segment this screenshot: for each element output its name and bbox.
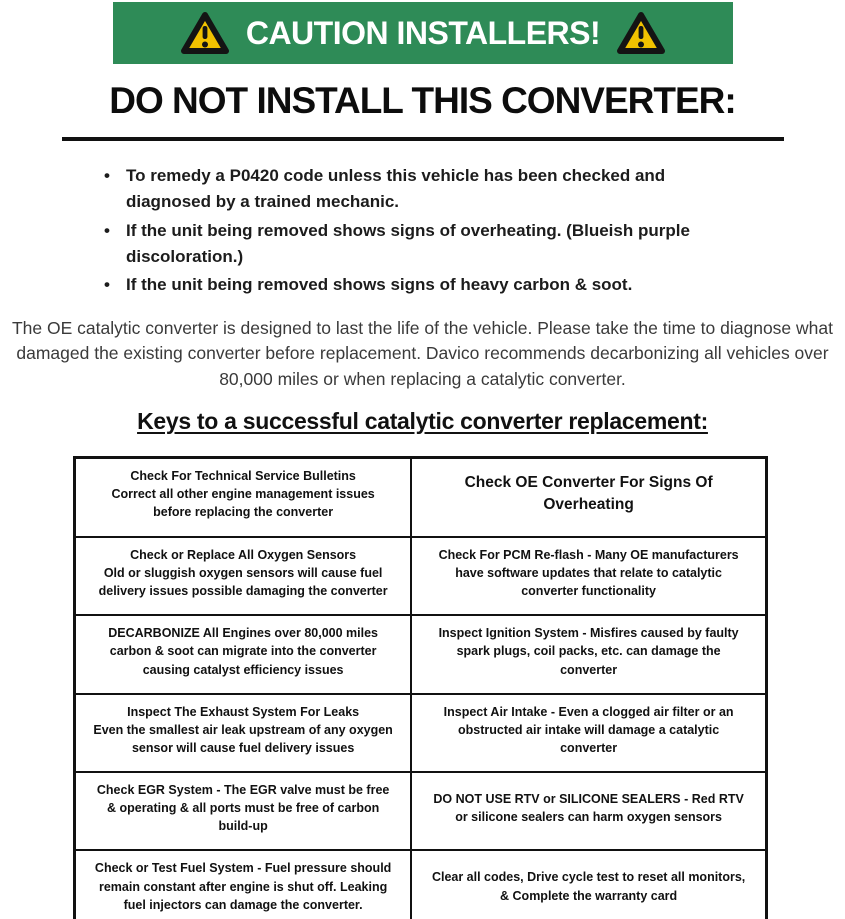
cell-line: Correct all other engine management issues before replacing the converter	[111, 487, 375, 520]
warning-bullet-list	[104, 163, 734, 299]
table-row	[76, 693, 765, 771]
table-row	[76, 536, 765, 614]
warning-triangle-icon	[616, 10, 666, 56]
cell-line: Inspect Air Intake - Even a clogged air filter or an obstructed air intake will damage a catalytic converter	[443, 704, 734, 755]
keys-heading: Keys to a successful catalytic converter replacement:	[137, 407, 708, 434]
intro-paragraph: The OE catalytic converter is designed to last the life of the vehicle. Please take the time to diagnose what damaged the existing converter before replacement. Davico recommends decarbonizing all vehicles over 80,000 miles or when replacing a catalytic converter.	[11, 317, 833, 390]
table-row	[76, 771, 765, 849]
cell-line: Inspect The Exhaust System For Leaks	[127, 704, 360, 719]
bullet-item: • If the unit being removed shows signs of heavy carbon & soot.	[104, 272, 734, 298]
cell-line: Clear all codes, Drive cycle test to reset all monitors, & Complete the warranty card	[431, 870, 746, 903]
cell-line: DECARBONIZE All Engines over 80,000 miles carbon & soot can migrate into the converter causing catalyst efficiency issues	[108, 626, 378, 677]
table-row	[76, 849, 765, 919]
cell-line: DO NOT USE RTV or SILICONE SEALERS - Red RTV or silicone sealers can harm oxygen sensors	[433, 792, 744, 825]
tips-table	[73, 456, 768, 919]
divider-rule	[62, 137, 784, 141]
banner-title: CAUTION INSTALLERS!	[245, 14, 601, 51]
cell-line: Even the smallest air leak upstream of any oxygen sensor will cause fuel delivery issues	[93, 722, 393, 755]
cell-line: Inspect Ignition System - Misfires caused by faulty spark plugs, coil packs, etc. can damage the converter	[438, 626, 739, 677]
warning-triangle-icon	[180, 10, 230, 56]
table-cell	[412, 538, 765, 614]
cell-line: Old or sluggish oxygen sensors will cause fuel delivery issues possible damaging the converter	[98, 566, 388, 599]
cell-line: Check For PCM Re-flash - Many OE manufacturers have software updates that relate to catalytic converter functionality	[438, 547, 739, 599]
cell-line: Check OE Converter For Signs Of Overheating	[464, 473, 713, 514]
caution-banner	[113, 2, 733, 64]
table-cell	[76, 459, 412, 536]
cell-line: Check or Replace All Oxygen Sensors	[130, 547, 357, 562]
cell-line: Check EGR System - The EGR valve must be free & operating & all ports must be free of carbon build-up	[96, 783, 390, 834]
table-row	[76, 614, 765, 692]
table-cell	[412, 851, 765, 919]
bullet-item: • To remedy a P0420 code unless this vehicle has been checked and diagnosed by a trained mechanic.	[104, 163, 734, 216]
bullet-item: • If the unit being removed shows signs of overheating. (Blueish purple discoloration.)	[104, 218, 734, 271]
table-cell	[76, 851, 412, 919]
table-cell	[412, 773, 765, 849]
cell-line: Check For Technical Service Bulletins	[130, 469, 356, 484]
caution-flyer	[0, 2, 845, 919]
table-row	[76, 459, 765, 536]
table-cell	[76, 538, 412, 614]
table-cell	[76, 616, 412, 692]
table-cell	[412, 616, 765, 692]
table-cell	[76, 695, 412, 771]
table-cell	[76, 773, 412, 849]
cell-line: Check or Test Fuel System - Fuel pressure should remain constant after engine is shut off. Leaking fuel injectors can damage the converter.	[94, 861, 392, 912]
table-cell	[412, 459, 765, 536]
table-cell	[412, 695, 765, 771]
headline: DO NOT INSTALL THIS CONVERTER:	[109, 80, 736, 121]
